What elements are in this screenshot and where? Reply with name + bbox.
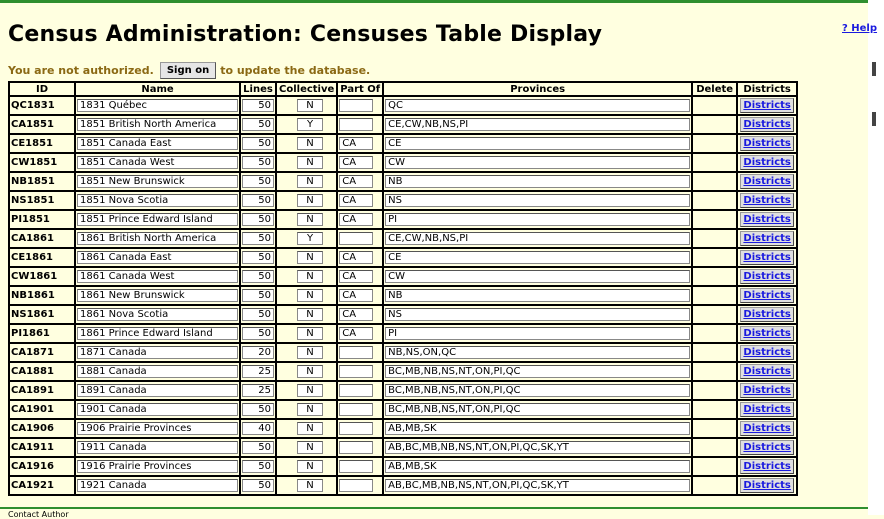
part-of-field[interactable] (339, 384, 373, 397)
name-field[interactable]: 1901 Canada (77, 403, 238, 416)
name-field[interactable]: 1906 Prairie Provinces (77, 422, 238, 435)
auth-text-after: to update the database. (220, 64, 371, 77)
delete-cell (692, 343, 737, 362)
lines-field[interactable]: 50 (242, 270, 274, 283)
districts-button[interactable]: Districts (740, 402, 794, 417)
provinces-field[interactable]: NS (385, 308, 690, 321)
census-id: NB1851 (9, 172, 75, 191)
header-collective: Collective (276, 82, 337, 96)
collective-field[interactable]: N (297, 213, 323, 226)
census-id: NS1851 (9, 191, 75, 210)
provinces-field[interactable]: PI (385, 327, 690, 340)
districts-button[interactable]: Districts (740, 326, 794, 341)
table-row (9, 115, 797, 134)
lines-field[interactable]: 50 (242, 479, 274, 492)
collective-field[interactable]: N (297, 346, 323, 359)
provinces-field[interactable]: AB,BC,MB,NB,NS,NT,ON,PI,QC,SK,YT (385, 479, 690, 492)
collective-field[interactable]: N (297, 289, 323, 302)
provinces-field[interactable]: QC (385, 99, 690, 112)
lines-field[interactable]: 50 (242, 137, 274, 150)
census-id: CA1881 (9, 362, 75, 381)
lines-field[interactable]: 50 (242, 251, 274, 264)
part-of-field[interactable]: CA (339, 194, 373, 207)
header-districts: Districts (737, 82, 797, 96)
auth-message (8, 62, 370, 79)
districts-button[interactable]: Districts (740, 345, 794, 360)
lines-field[interactable]: 50 (242, 441, 274, 454)
strip-mark (872, 112, 876, 126)
census-id: CA1871 (9, 343, 75, 362)
provinces-field[interactable]: CW (385, 156, 690, 169)
districts-button[interactable]: Districts (740, 307, 794, 322)
name-field[interactable]: 1861 Canada East (77, 251, 238, 264)
header-name: Name (75, 82, 240, 96)
census-id: QC1831 (9, 96, 75, 115)
name-field[interactable]: 1861 New Brunswick (77, 289, 238, 302)
name-field[interactable]: 1911 Canada (77, 441, 238, 454)
lines-field[interactable]: 50 (242, 156, 274, 169)
table-row (9, 381, 797, 400)
census-id: CA1906 (9, 419, 75, 438)
lines-field[interactable]: 50 (242, 213, 274, 226)
lines-field[interactable]: 50 (242, 460, 274, 473)
districts-button[interactable]: Districts (740, 98, 794, 113)
table-row (9, 457, 797, 476)
delete-cell (692, 153, 737, 172)
collective-field[interactable]: N (297, 479, 323, 492)
provinces-field[interactable]: BC,MB,NB,NS,NT,ON,PI,QC (385, 384, 690, 397)
districts-button[interactable]: Districts (740, 231, 794, 246)
name-field[interactable]: 1851 Prince Edward Island (77, 213, 238, 226)
collective-field[interactable]: N (297, 99, 323, 112)
table-row (9, 343, 797, 362)
auth-text-before: You are not authorized. (8, 64, 154, 77)
strip-mark (872, 62, 876, 76)
districts-button[interactable]: Districts (740, 459, 794, 474)
collective-field[interactable]: N (297, 156, 323, 169)
collective-field[interactable]: N (297, 308, 323, 321)
lines-field[interactable]: 40 (242, 422, 274, 435)
census-id: NS1861 (9, 305, 75, 324)
lines-field[interactable]: 50 (242, 289, 274, 302)
part-of-field[interactable] (339, 232, 373, 245)
lines-field[interactable]: 25 (242, 365, 274, 378)
delete-cell (692, 191, 737, 210)
provinces-field[interactable]: PI (385, 213, 690, 226)
table-row (9, 248, 797, 267)
part-of-field[interactable] (339, 460, 373, 473)
name-field[interactable]: 1921 Canada (77, 479, 238, 492)
part-of-field[interactable]: CA (339, 289, 373, 302)
header-delete: Delete (692, 82, 737, 96)
census-id: PI1861 (9, 324, 75, 343)
header-id: ID (9, 82, 75, 96)
delete-cell (692, 134, 737, 153)
name-field[interactable]: 1891 Canada (77, 384, 238, 397)
lines-field[interactable]: 20 (242, 346, 274, 359)
sign-on-button[interactable]: Sign on (160, 62, 216, 79)
lines-field[interactable]: 50 (242, 118, 274, 131)
lines-field[interactable]: 50 (242, 308, 274, 321)
table-row (9, 267, 797, 286)
collective-field[interactable]: N (297, 327, 323, 340)
delete-cell (692, 381, 737, 400)
delete-cell (692, 362, 737, 381)
part-of-field[interactable]: CA (339, 270, 373, 283)
lines-field[interactable]: 50 (242, 327, 274, 340)
census-id: CA1901 (9, 400, 75, 419)
table-row (9, 153, 797, 172)
top-border (0, 0, 868, 6)
name-field[interactable]: 1916 Prairie Provinces (77, 460, 238, 473)
delete-cell (692, 210, 737, 229)
part-of-field[interactable] (339, 479, 373, 492)
collective-field[interactable]: Y (297, 118, 323, 131)
delete-cell (692, 172, 737, 191)
part-of-field[interactable]: CA (339, 175, 373, 188)
collective-field[interactable]: N (297, 441, 323, 454)
census-id: CW1851 (9, 153, 75, 172)
collective-field[interactable]: N (297, 365, 323, 378)
name-field[interactable]: 1851 Nova Scotia (77, 194, 238, 207)
collective-field[interactable]: N (297, 175, 323, 188)
table-header-row (9, 82, 797, 96)
table-row (9, 210, 797, 229)
delete-cell (692, 229, 737, 248)
census-id: NB1861 (9, 286, 75, 305)
collective-field[interactable]: N (297, 194, 323, 207)
districts-button[interactable]: Districts (740, 117, 794, 132)
header-lines: Lines (240, 82, 276, 96)
provinces-field[interactable]: NB (385, 289, 690, 302)
name-field[interactable]: 1851 Canada East (77, 137, 238, 150)
districts-button[interactable]: Districts (740, 136, 794, 151)
lines-field[interactable]: 25 (242, 384, 274, 397)
name-field[interactable]: 1861 British North America (77, 232, 238, 245)
table-row (9, 229, 797, 248)
provinces-field[interactable]: NS (385, 194, 690, 207)
census-id: CE1851 (9, 134, 75, 153)
provinces-field[interactable]: AB,MB,SK (385, 422, 690, 435)
delete-cell (692, 286, 737, 305)
table-row (9, 305, 797, 324)
name-field[interactable]: 1861 Canada West (77, 270, 238, 283)
collective-field[interactable]: N (297, 251, 323, 264)
provinces-field[interactable]: CW (385, 270, 690, 283)
delete-cell (692, 96, 737, 115)
delete-cell (692, 115, 737, 134)
name-field[interactable]: 1861 Prince Edward Island (77, 327, 238, 340)
collective-field[interactable]: N (297, 422, 323, 435)
collective-field[interactable]: N (297, 460, 323, 473)
part-of-field[interactable]: CA (339, 137, 373, 150)
help-link[interactable]: ? Help (842, 23, 878, 34)
census-id: CA1891 (9, 381, 75, 400)
name-field[interactable]: 1851 Canada West (77, 156, 238, 169)
delete-cell (692, 457, 737, 476)
provinces-field[interactable]: NB,NS,ON,QC (385, 346, 690, 359)
name-field[interactable]: 1861 Nova Scotia (77, 308, 238, 321)
delete-cell (692, 476, 737, 495)
name-field[interactable]: 1871 Canada (77, 346, 238, 359)
provinces-field[interactable]: CE,CW,NB,NS,PI (385, 232, 690, 245)
table-row (9, 324, 797, 343)
delete-cell (692, 248, 737, 267)
districts-button[interactable]: Districts (740, 250, 794, 265)
districts-button[interactable]: Districts (740, 383, 794, 398)
table-row (9, 191, 797, 210)
collective-field[interactable]: N (297, 270, 323, 283)
census-id: PI1851 (9, 210, 75, 229)
footer-text: Contact Author (8, 510, 69, 519)
table-row (9, 438, 797, 457)
part-of-field[interactable] (339, 441, 373, 454)
page-title: Census Administration: Censuses Table Display (8, 22, 603, 47)
delete-cell (692, 305, 737, 324)
districts-button[interactable]: Districts (740, 174, 794, 189)
name-field[interactable]: 1851 New Brunswick (77, 175, 238, 188)
table-row (9, 96, 797, 115)
lines-field[interactable]: 50 (242, 194, 274, 207)
census-id: CA1921 (9, 476, 75, 495)
districts-button[interactable]: Districts (740, 155, 794, 170)
provinces-field[interactable]: AB,MB,SK (385, 460, 690, 473)
lines-field[interactable]: 50 (242, 99, 274, 112)
districts-button[interactable]: Districts (740, 440, 794, 455)
provinces-field[interactable]: CE (385, 137, 690, 150)
lines-field[interactable]: 50 (242, 175, 274, 188)
header-provinces: Provinces (383, 82, 692, 96)
table-row (9, 134, 797, 153)
provinces-field[interactable]: CE (385, 251, 690, 264)
table-row (9, 172, 797, 191)
census-id: CE1861 (9, 248, 75, 267)
table-row (9, 286, 797, 305)
districts-button[interactable]: Districts (740, 421, 794, 436)
part-of-field[interactable]: CA (339, 327, 373, 340)
collective-field[interactable]: N (297, 384, 323, 397)
part-of-field[interactable] (339, 99, 373, 112)
districts-button[interactable]: Districts (740, 269, 794, 284)
delete-cell (692, 438, 737, 457)
provinces-field[interactable]: CE,CW,NB,NS,PI (385, 118, 690, 131)
districts-button[interactable]: Districts (740, 364, 794, 379)
census-id: CA1911 (9, 438, 75, 457)
bottom-border (0, 507, 868, 517)
censuses-table (8, 81, 798, 496)
districts-button[interactable]: Districts (740, 212, 794, 227)
background-window-strip (868, 0, 884, 515)
table-row (9, 419, 797, 438)
census-id: CW1861 (9, 267, 75, 286)
delete-cell (692, 267, 737, 286)
lines-field[interactable]: 50 (242, 232, 274, 245)
part-of-field[interactable] (339, 422, 373, 435)
collective-field[interactable]: N (297, 137, 323, 150)
delete-cell (692, 324, 737, 343)
census-id: CA1851 (9, 115, 75, 134)
part-of-field[interactable]: CA (339, 213, 373, 226)
provinces-field[interactable]: BC,MB,NB,NS,NT,ON,PI,QC (385, 365, 690, 378)
census-id: CA1916 (9, 457, 75, 476)
districts-button[interactable]: Districts (740, 193, 794, 208)
delete-cell (692, 400, 737, 419)
part-of-field[interactable]: CA (339, 156, 373, 169)
delete-cell (692, 419, 737, 438)
provinces-field[interactable]: BC,MB,NB,NS,NT,ON,PI,QC (385, 403, 690, 416)
table-row (9, 476, 797, 495)
part-of-field[interactable] (339, 346, 373, 359)
table-row (9, 362, 797, 381)
table-row (9, 400, 797, 419)
provinces-field[interactable]: AB,BC,MB,NB,NS,NT,ON,PI,QC,SK,YT (385, 441, 690, 454)
part-of-field[interactable] (339, 118, 373, 131)
districts-button[interactable]: Districts (740, 288, 794, 303)
collective-field[interactable]: N (297, 403, 323, 416)
name-field[interactable]: 1851 British North America (77, 118, 238, 131)
name-field[interactable]: 1881 Canada (77, 365, 238, 378)
part-of-field[interactable] (339, 403, 373, 416)
census-id: CA1861 (9, 229, 75, 248)
part-of-field[interactable] (339, 365, 373, 378)
part-of-field[interactable]: CA (339, 308, 373, 321)
name-field[interactable]: 1831 Québec (77, 99, 238, 112)
part-of-field[interactable]: CA (339, 251, 373, 264)
provinces-field[interactable]: NB (385, 175, 690, 188)
districts-button[interactable]: Districts (740, 478, 794, 493)
lines-field[interactable]: 50 (242, 403, 274, 416)
collective-field[interactable]: Y (297, 232, 323, 245)
header-part-of: Part Of (337, 82, 383, 96)
